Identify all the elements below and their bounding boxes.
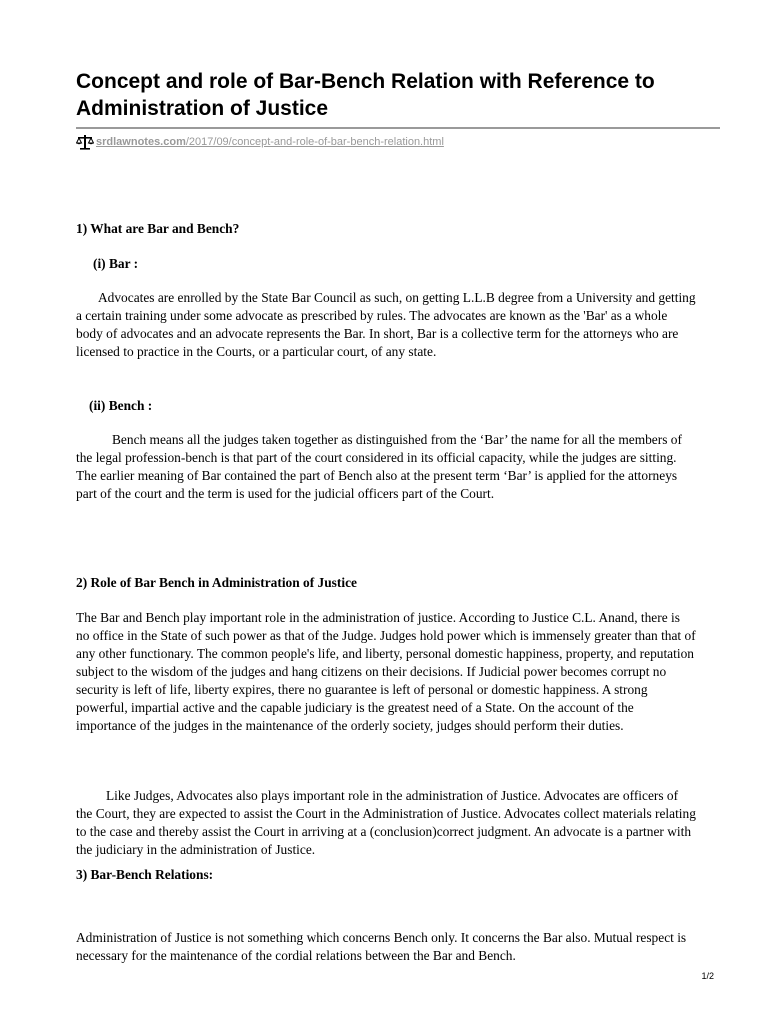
- section-heading-role-of-bar-bench: 2) Role of Bar Bench in Administration of Justice: [76, 575, 357, 590]
- section-heading-bar-bench-relations: 3) Bar-Bench Relations:: [76, 867, 214, 882]
- paragraph-role-2: Like Judges, Advocates also plays important role in the administration of Justice. Advocates are officers of the Court, they are expected to assist the Court in the Administration of Justice. Advocates collect materials relating to the case and thereby assist the Court in arriving at a (conclusion)correct judgment. An advocate is a partner with the judiciary in the administration of Justice.: [76, 788, 696, 857]
- source-path: /2017/09/concept-and-role-of-bar-bench-relation.html: [185, 136, 444, 148]
- subheading-bench: (ii) Bench :: [89, 398, 153, 413]
- source-link-row: [76, 133, 444, 151]
- subheading-bar: (i) Bar :: [93, 256, 139, 271]
- section-heading-what-are-bar-and-bench: 1) What are Bar and Bench?: [76, 221, 240, 236]
- paragraph-role-1: The Bar and Bench play important role in the administration of justice. According to Justice C.L. Anand, there is no office in the State of such power as that of the Judge. Judges hold power which is immensely greater than that of any other functionary. The common people's life, and liberty, personal domestic happiness, property, and reputation subject to the wisdom of the judges and hang citizens on their decisions. If Judicial power becomes corrupt no security is left of life, liberty expires, there no guarantee is left of personal or domestic happiness. A strong powerful, impartial active and the capable judiciary is the greatest need of a State. On the account of the importance of the judges in the maintenance of the orderly society, judges should perform their duties.: [76, 610, 696, 733]
- source-url-link[interactable]: [96, 134, 444, 150]
- page-number: 1/2: [701, 971, 714, 981]
- page-title: Concept and role of Bar-Bench Relation with Reference to Administration of Justice: [76, 70, 655, 120]
- paragraph-bar: Advocates are enrolled by the State Bar Council as such, on getting L.L.B degree from a University and getting a certain training under some advocate as prescribed by rules. The advocates are known as the 'Bar' as a whole body of advocates and an advocate represents the Bar. In short, Bar is a collective term for the attorneys who are licensed to practice in the Courts, or a particular court, of any state.: [76, 290, 696, 359]
- paragraph-relations: Administration of Justice is not something which concerns Bench only. It concerns the Bar also. Mutual respect is necessary for the maintenance of the cordial relations between the Bar and Bench.: [76, 930, 687, 963]
- source-domain: srdlawnotes.com: [96, 136, 186, 148]
- title-divider: [76, 127, 720, 129]
- scales-of-justice-icon: [76, 134, 94, 150]
- paragraph-bench: Bench means all the judges taken together as distinguished from the ‘Bar’ the name for all the members of the legal profession-bench is that part of the court considered in its official capacity, while the judges are sitting. The earlier meaning of Bar contained the part of Bench also at the present term ‘Bar’ is applied for the attorneys part of the court and the term is used for the judicial officers part of the Court.: [76, 432, 682, 501]
